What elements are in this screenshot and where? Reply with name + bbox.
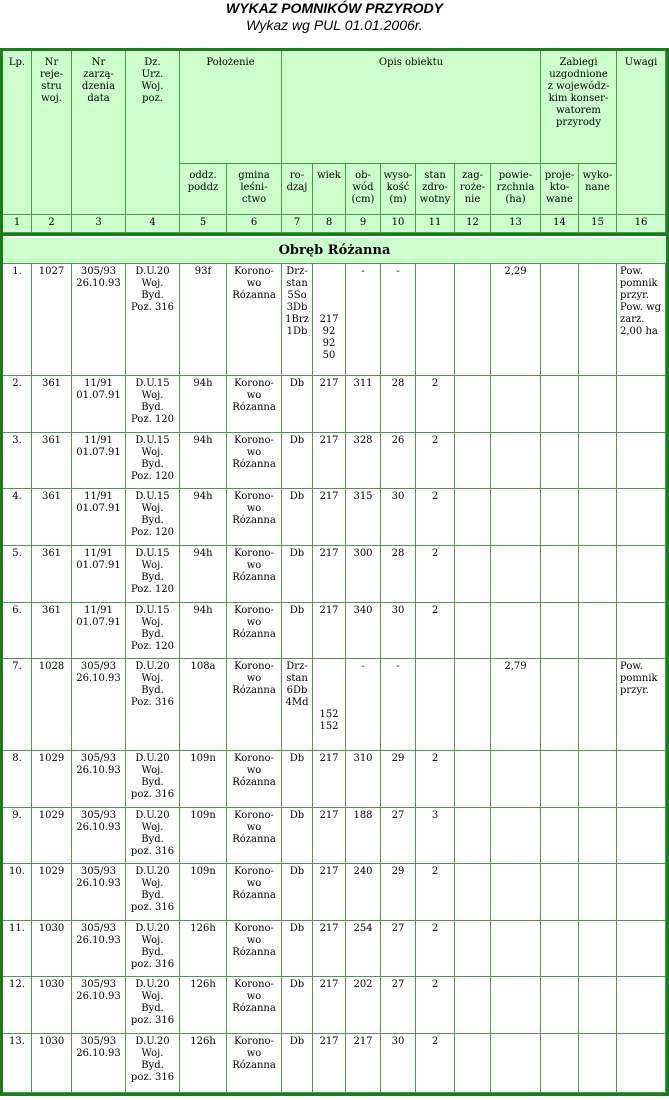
cell-dz-urz: D.U.15 Woj. Byd. Poz. 120 xyxy=(126,376,180,433)
cell-stan xyxy=(416,264,455,376)
cell-dz-urz: D.U.20 Woj. Byd. poz. 316 xyxy=(126,1034,180,1093)
column-number-15: 15 xyxy=(579,215,617,233)
column-number-7: 7 xyxy=(282,215,313,233)
cell-wysokosc: 30 xyxy=(381,603,416,659)
header-stan: stan zdro- wotny xyxy=(416,164,455,215)
cell-nr-rejestru: 1030 xyxy=(32,921,72,977)
cell-nr-rejestru: 361 xyxy=(32,546,72,603)
cell-lp: 7. xyxy=(3,659,32,751)
cell-obwod: - xyxy=(346,659,381,751)
cell-wysokosc: 27 xyxy=(381,808,416,864)
cell-wykonane xyxy=(579,433,617,489)
cell-lp: 6. xyxy=(3,603,32,659)
cell-wysokosc: 30 xyxy=(381,1034,416,1093)
cell-lp: 2. xyxy=(3,376,32,433)
column-number-13: 13 xyxy=(491,215,541,233)
column-number-10: 10 xyxy=(381,215,416,233)
cell-projektowane xyxy=(541,808,579,864)
cell-nr-zarzadzenia: 305/93 26.10.93 xyxy=(72,1034,126,1093)
cell-wykonane xyxy=(579,489,617,546)
cell-wykonane xyxy=(579,864,617,921)
cell-gmina: Korono- wo Rózanna xyxy=(227,376,282,433)
cell-uwagi: Pow. pomnik przyr. xyxy=(617,659,666,751)
cell-zagrozenie xyxy=(455,433,491,489)
cell-zagrozenie xyxy=(455,659,491,751)
cell-powierzchnia xyxy=(491,433,541,489)
cell-lp: 1. xyxy=(3,264,32,376)
cell-wiek: 217 xyxy=(313,376,346,433)
cell-wiek: 217 xyxy=(313,977,346,1034)
cell-rodzaj: Drz- stan 6Db 4Md xyxy=(282,659,313,751)
cell-gmina: Korono- wo Rózanna xyxy=(227,751,282,808)
cell-zagrozenie xyxy=(455,808,491,864)
cell-nr-rejestru: 361 xyxy=(32,603,72,659)
cell-obwod: - xyxy=(346,264,381,376)
cell-nr-zarzadzenia: 11/91 01.07.91 xyxy=(72,376,126,433)
cell-rodzaj: Db xyxy=(282,1034,313,1093)
cell-dz-urz: D.U.20 Woj. Byd. Poz. 316 xyxy=(126,264,180,376)
cell-wiek: 217 xyxy=(313,433,346,489)
cell-powierzchnia xyxy=(491,376,541,433)
cell-zagrozenie xyxy=(455,489,491,546)
cell-oddz: 94h xyxy=(180,489,227,546)
cell-uwagi xyxy=(617,376,666,433)
cell-uwagi xyxy=(617,489,666,546)
cell-rodzaj: Db xyxy=(282,977,313,1034)
cell-gmina: Korono- wo Rózanna xyxy=(227,808,282,864)
cell-wysokosc: 29 xyxy=(381,751,416,808)
cell-lp: 12. xyxy=(3,977,32,1034)
document-subtitle: Wykaz wg PUL 01.01.2006r. xyxy=(246,17,423,33)
cell-dz-urz: D.U.20 Woj. Byd. poz. 316 xyxy=(126,808,180,864)
cell-zagrozenie xyxy=(455,264,491,376)
cell-nr-rejestru: 361 xyxy=(32,376,72,433)
cell-stan: 2 xyxy=(416,864,455,921)
column-number-16: 16 xyxy=(617,215,666,233)
cell-nr-rejestru: 1027 xyxy=(32,264,72,376)
cell-nr-zarzadzenia: 305/93 26.10.93 xyxy=(72,921,126,977)
cell-uwagi xyxy=(617,433,666,489)
cell-dz-urz: D.U.20 Woj. Byd. Poz. 316 xyxy=(126,659,180,751)
column-number-11: 11 xyxy=(416,215,455,233)
cell-projektowane xyxy=(541,546,579,603)
cell-wykonane xyxy=(579,546,617,603)
header-zabiegi: Zabiegi uzgodnione z wojewódz- kim konser- watorem przyrody xyxy=(541,51,617,164)
cell-dz-urz: D.U.15 Woj. Byd. Poz. 120 xyxy=(126,489,180,546)
cell-wysokosc: 30 xyxy=(381,489,416,546)
cell-nr-zarzadzenia: 11/91 01.07.91 xyxy=(72,489,126,546)
cell-zagrozenie xyxy=(455,977,491,1034)
cell-wysokosc: 26 xyxy=(381,433,416,489)
cell-lp: 11. xyxy=(3,921,32,977)
cell-gmina: Korono- wo Rózanna xyxy=(227,921,282,977)
column-number-12: 12 xyxy=(455,215,491,233)
cell-stan: 2 xyxy=(416,1034,455,1093)
monuments-table xyxy=(0,48,669,1096)
cell-powierzchnia: 2,29 xyxy=(491,264,541,376)
cell-wiek: 217 xyxy=(313,546,346,603)
cell-lp: 13. xyxy=(3,1034,32,1093)
cell-uwagi xyxy=(617,864,666,921)
header-powierzchnia: powie- rzchnia (ha) xyxy=(491,164,541,215)
cell-uwagi xyxy=(617,921,666,977)
cell-powierzchnia xyxy=(491,489,541,546)
cell-stan: 2 xyxy=(416,977,455,1034)
column-number-6: 6 xyxy=(227,215,282,233)
cell-wysokosc: - xyxy=(381,264,416,376)
cell-nr-rejestru: 1029 xyxy=(32,808,72,864)
cell-wykonane xyxy=(579,977,617,1034)
cell-nr-rejestru: 1029 xyxy=(32,864,72,921)
cell-gmina: Korono- wo Rózanna xyxy=(227,1034,282,1093)
cell-obwod: 217 xyxy=(346,1034,381,1093)
cell-stan: 2 xyxy=(416,433,455,489)
header-wiek: wiek xyxy=(313,164,346,215)
cell-rodzaj: Db xyxy=(282,808,313,864)
cell-lp: 3. xyxy=(3,433,32,489)
cell-dz-urz: D.U.15 Woj. Byd. Poz. 120 xyxy=(126,546,180,603)
header-zagrozenie: zag- roże- nie xyxy=(455,164,491,215)
cell-powierzchnia: 2,79 xyxy=(491,659,541,751)
cell-obwod: 328 xyxy=(346,433,381,489)
header-oddz: oddz. poddz xyxy=(180,164,227,215)
cell-obwod: 300 xyxy=(346,546,381,603)
section-header: Obręb Różanna xyxy=(3,238,666,264)
cell-rodzaj: Drz- stan 5So 3Db 1Brz 1Db xyxy=(282,264,313,376)
cell-lp: 5. xyxy=(3,546,32,603)
header-lp: Lp. xyxy=(3,51,32,215)
column-number-4: 4 xyxy=(126,215,180,233)
cell-dz-urz: D.U.20 Woj. Byd. poz. 316 xyxy=(126,977,180,1034)
cell-zagrozenie xyxy=(455,603,491,659)
cell-oddz: 126h xyxy=(180,921,227,977)
cell-oddz: 109n xyxy=(180,751,227,808)
cell-nr-zarzadzenia: 305/93 26.10.93 xyxy=(72,264,126,376)
cell-rodzaj: Db xyxy=(282,864,313,921)
cell-wiek: 217 92 92 50 xyxy=(313,264,346,376)
cell-powierzchnia xyxy=(491,921,541,977)
cell-wiek: 217 xyxy=(313,489,346,546)
cell-nr-zarzadzenia: 305/93 26.10.93 xyxy=(72,977,126,1034)
header-projektowane: proje- ktо- wane xyxy=(541,164,579,215)
cell-powierzchnia xyxy=(491,603,541,659)
cell-powierzchnia xyxy=(491,546,541,603)
cell-nr-rejestru: 1028 xyxy=(32,659,72,751)
cell-oddz: 94h xyxy=(180,603,227,659)
cell-obwod: 240 xyxy=(346,864,381,921)
cell-zagrozenie xyxy=(455,376,491,433)
cell-stan: 2 xyxy=(416,376,455,433)
cell-wysokosc: - xyxy=(381,659,416,751)
cell-oddz: 93f xyxy=(180,264,227,376)
cell-stan: 2 xyxy=(416,751,455,808)
cell-stan: 2 xyxy=(416,921,455,977)
cell-rodzaj: Db xyxy=(282,921,313,977)
cell-powierzchnia xyxy=(491,751,541,808)
header-rodzaj: ro- dzaj xyxy=(282,164,313,215)
header-wysokosc: wyso- kość (m) xyxy=(381,164,416,215)
header-uwagi: Uwagi xyxy=(617,51,666,215)
cell-nr-rejestru: 361 xyxy=(32,489,72,546)
cell-nr-zarzadzenia: 305/93 26.10.93 xyxy=(72,864,126,921)
cell-wykonane xyxy=(579,264,617,376)
cell-uwagi: Pow. pomnik przyr. Pow. wg zarz. 2,00 ha xyxy=(617,264,666,376)
cell-wiek: 217 xyxy=(313,808,346,864)
cell-oddz: 94h xyxy=(180,546,227,603)
cell-obwod: 310 xyxy=(346,751,381,808)
cell-nr-rejestru: 1030 xyxy=(32,1034,72,1093)
cell-gmina: Korono- wo Rózanna xyxy=(227,977,282,1034)
column-number-3: 3 xyxy=(72,215,126,233)
cell-gmina: Korono- wo Rózanna xyxy=(227,264,282,376)
cell-wiek: 152 152 xyxy=(313,659,346,751)
column-number-14: 14 xyxy=(541,215,579,233)
header-polozenie: Położenie xyxy=(180,51,282,164)
cell-zagrozenie xyxy=(455,751,491,808)
cell-dz-urz: D.U.15 Woj. Byd. Poz. 120 xyxy=(126,603,180,659)
cell-zagrozenie xyxy=(455,864,491,921)
cell-lp: 10. xyxy=(3,864,32,921)
cell-uwagi xyxy=(617,546,666,603)
cell-dz-urz: D.U.20 Woj. Byd. poz. 316 xyxy=(126,921,180,977)
header-nr-zarzadzenia: Nr zarzą- dzenia data xyxy=(72,51,126,215)
cell-dz-urz: D.U.20 Woj. Byd. poz. 316 xyxy=(126,864,180,921)
cell-dz-urz: D.U.20 Woj. Byd. poz. 316 xyxy=(126,751,180,808)
cell-lp: 4. xyxy=(3,489,32,546)
cell-rodzaj: Db xyxy=(282,546,313,603)
cell-wysokosc: 28 xyxy=(381,546,416,603)
document-title: WYKAZ POMNIKÓW PRZYRODY xyxy=(226,0,443,16)
cell-nr-rejestru: 1029 xyxy=(32,751,72,808)
header-obwod: ob- wód (cm) xyxy=(346,164,381,215)
cell-gmina: Korono- wo Rózanna xyxy=(227,659,282,751)
cell-projektowane xyxy=(541,921,579,977)
column-number-2: 2 xyxy=(32,215,72,233)
cell-projektowane xyxy=(541,264,579,376)
cell-rodzaj: Db xyxy=(282,376,313,433)
cell-oddz: 108a xyxy=(180,659,227,751)
cell-oddz: 94h xyxy=(180,433,227,489)
cell-obwod: 315 xyxy=(346,489,381,546)
cell-wiek: 217 xyxy=(313,751,346,808)
cell-gmina: Korono- wo Rózanna xyxy=(227,864,282,921)
cell-stan xyxy=(416,659,455,751)
cell-uwagi xyxy=(617,751,666,808)
cell-stan: 2 xyxy=(416,489,455,546)
cell-stan: 2 xyxy=(416,546,455,603)
cell-projektowane xyxy=(541,433,579,489)
cell-nr-zarzadzenia: 11/91 01.07.91 xyxy=(72,603,126,659)
cell-wykonane xyxy=(579,659,617,751)
cell-oddz: 109n xyxy=(180,864,227,921)
cell-wykonane xyxy=(579,376,617,433)
cell-dz-urz: D.U.15 Woj. Byd. Poz. 120 xyxy=(126,433,180,489)
cell-projektowane xyxy=(541,751,579,808)
header-nr-rejestru: Nr reje- stru woj. xyxy=(32,51,72,215)
cell-nr-rejestru: 1030 xyxy=(32,977,72,1034)
cell-powierzchnia xyxy=(491,864,541,921)
cell-rodzaj: Db xyxy=(282,751,313,808)
cell-rodzaj: Db xyxy=(282,603,313,659)
cell-wysokosc: 29 xyxy=(381,864,416,921)
cell-obwod: 311 xyxy=(346,376,381,433)
cell-projektowane xyxy=(541,864,579,921)
cell-oddz: 126h xyxy=(180,977,227,1034)
cell-uwagi xyxy=(617,808,666,864)
cell-zagrozenie xyxy=(455,546,491,603)
cell-obwod: 254 xyxy=(346,921,381,977)
cell-projektowane xyxy=(541,376,579,433)
header-divider xyxy=(3,233,666,236)
cell-lp: 9. xyxy=(3,808,32,864)
cell-wysokosc: 27 xyxy=(381,921,416,977)
cell-wiek: 217 xyxy=(313,603,346,659)
column-number-5: 5 xyxy=(180,215,227,233)
cell-zagrozenie xyxy=(455,921,491,977)
header-gmina: gmina leśni- ctwo xyxy=(227,164,282,215)
cell-uwagi xyxy=(617,603,666,659)
cell-projektowane xyxy=(541,1034,579,1093)
cell-stan: 2 xyxy=(416,603,455,659)
cell-zagrozenie xyxy=(455,1034,491,1093)
cell-nr-zarzadzenia: 305/93 26.10.93 xyxy=(72,808,126,864)
cell-obwod: 188 xyxy=(346,808,381,864)
cell-wysokosc: 27 xyxy=(381,977,416,1034)
cell-powierzchnia xyxy=(491,977,541,1034)
cell-wiek: 217 xyxy=(313,921,346,977)
cell-uwagi xyxy=(617,977,666,1034)
cell-obwod: 340 xyxy=(346,603,381,659)
cell-stan: 3 xyxy=(416,808,455,864)
cell-oddz: 126h xyxy=(180,1034,227,1093)
column-number-1: 1 xyxy=(3,215,32,233)
cell-gmina: Korono- wo Rózanna xyxy=(227,433,282,489)
cell-gmina: Korono- wo Rózanna xyxy=(227,546,282,603)
cell-projektowane xyxy=(541,603,579,659)
cell-projektowane xyxy=(541,489,579,546)
cell-wykonane xyxy=(579,808,617,864)
cell-oddz: 109n xyxy=(180,808,227,864)
cell-wykonane xyxy=(579,1034,617,1093)
cell-wykonane xyxy=(579,751,617,808)
cell-uwagi xyxy=(617,1034,666,1093)
cell-projektowane xyxy=(541,659,579,751)
cell-nr-rejestru: 361 xyxy=(32,433,72,489)
column-number-9: 9 xyxy=(346,215,381,233)
header-dz-urz: Dz. Urz. Woj. poz. xyxy=(126,51,180,215)
cell-lp: 8. xyxy=(3,751,32,808)
cell-gmina: Korono- wo Rózanna xyxy=(227,603,282,659)
cell-wysokosc: 28 xyxy=(381,376,416,433)
header-wykonane: wyko- nane xyxy=(579,164,617,215)
cell-wykonane xyxy=(579,921,617,977)
cell-wiek: 217 xyxy=(313,1034,346,1093)
cell-nr-zarzadzenia: 305/93 26.10.93 xyxy=(72,659,126,751)
cell-rodzaj: Db xyxy=(282,433,313,489)
cell-nr-zarzadzenia: 11/91 01.07.91 xyxy=(72,433,126,489)
cell-powierzchnia xyxy=(491,1034,541,1093)
cell-wykonane xyxy=(579,603,617,659)
cell-oddz: 94h xyxy=(180,376,227,433)
cell-wiek: 217 xyxy=(313,864,346,921)
cell-gmina: Korono- wo Rózanna xyxy=(227,489,282,546)
column-number-8: 8 xyxy=(313,215,346,233)
header-opis-obiektu: Opis obiektu xyxy=(282,51,541,164)
cell-obwod: 202 xyxy=(346,977,381,1034)
cell-powierzchnia xyxy=(491,808,541,864)
cell-rodzaj: Db xyxy=(282,489,313,546)
cell-nr-zarzadzenia: 11/91 01.07.91 xyxy=(72,546,126,603)
cell-projektowane xyxy=(541,977,579,1034)
cell-nr-zarzadzenia: 305/93 26.10.93 xyxy=(72,751,126,808)
